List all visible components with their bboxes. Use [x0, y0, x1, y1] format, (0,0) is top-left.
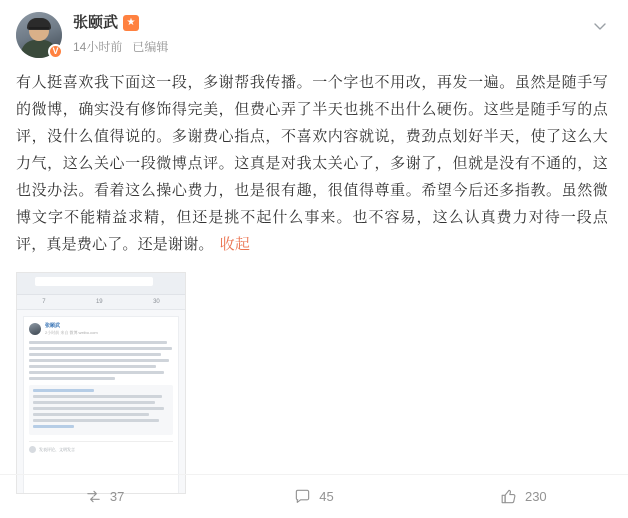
text-line [29, 359, 169, 362]
comment-count: 45 [319, 489, 334, 504]
screenshot-footer-avatar [29, 446, 36, 453]
post-edited-label: 已编辑 [132, 40, 169, 54]
post-meta [73, 10, 612, 55]
vip-icon: ★ [123, 15, 139, 31]
like-count: 230 [524, 489, 547, 504]
screenshot-stat-comment: 19 [95, 299, 103, 305]
post-content [16, 69, 612, 258]
post-content-tail: 还是谢谢。 [137, 236, 214, 253]
screenshot-card-text [29, 341, 173, 380]
screenshot-footer-text: 发表评论、文明发言 [39, 446, 75, 452]
collapse-button[interactable]: 收起 [219, 236, 251, 253]
repost-button[interactable] [0, 475, 209, 518]
author-name[interactable]: 张颐武 [73, 14, 119, 31]
screenshot-card-header [29, 322, 173, 336]
post-subinfo [73, 39, 612, 55]
text-line [33, 413, 149, 416]
screenshot-stats [17, 295, 185, 310]
like-button[interactable] [419, 475, 628, 518]
avatar[interactable] [16, 12, 62, 58]
text-line [33, 419, 159, 422]
post-actions [0, 474, 628, 518]
like-icon [500, 488, 517, 505]
text-line [29, 347, 172, 350]
screenshot-card-quote [29, 385, 173, 435]
screenshot-stat-like: 30 [153, 299, 160, 305]
post-timestamp: 14小时前 [73, 40, 123, 54]
screenshot-card-sub: 2小时前 来自 微博 weibo.com [45, 330, 98, 335]
chevron-down-icon[interactable] [588, 14, 612, 38]
weibo-screenshot[interactable] [16, 272, 186, 494]
text-line [29, 341, 167, 344]
post-header [16, 10, 612, 66]
screenshot-card-author: 张颐武 [45, 323, 61, 329]
avatar-glasses [29, 27, 49, 33]
screenshot-post-card [23, 316, 179, 494]
quote-mention [33, 389, 94, 392]
verified-badge-icon: V [48, 44, 63, 59]
screenshot-searchbar [35, 277, 153, 286]
screenshot-toolbar [17, 273, 185, 295]
screenshot-stat-repost: 7 [42, 299, 46, 305]
comment-icon [294, 488, 311, 505]
screenshot-card-avatar [29, 323, 41, 335]
comment-button[interactable] [209, 475, 418, 518]
text-line [33, 395, 162, 398]
text-line [29, 353, 161, 356]
text-line [29, 371, 164, 374]
post-content-text: 有人挺喜欢我下面这一段，多谢帮我传播。一个字也不用改，再发一遍。虽然是随手写的微博，确实没有修饰得完美，但费心弄了半天也挑不出什么硬伤。这些是随手写的点评，没什么值得说的。多谢费心指点，不喜欢内容就说，费劲点划好半天，使了这么大力气，这么关心一段微博点评。这真是对我太关心了，多谢了，但就是没有不通的，这也没办法。看着这么操心费力，也是很有趣，很值得尊重。希望今后还多指教。虽然微博文字不能精益求精，但还是挑不起什么事来。也不容易，这么认真费力对待一段点评，真是费心了。 [16, 74, 608, 253]
repost-count: 37 [109, 489, 125, 504]
text-line [29, 377, 115, 380]
screenshot-card-footer [29, 441, 173, 453]
text-line [33, 401, 155, 404]
text-line [29, 365, 156, 368]
text-line [33, 407, 164, 410]
quote-more-link [33, 425, 74, 428]
repost-icon [85, 488, 102, 505]
author-row [73, 12, 612, 34]
